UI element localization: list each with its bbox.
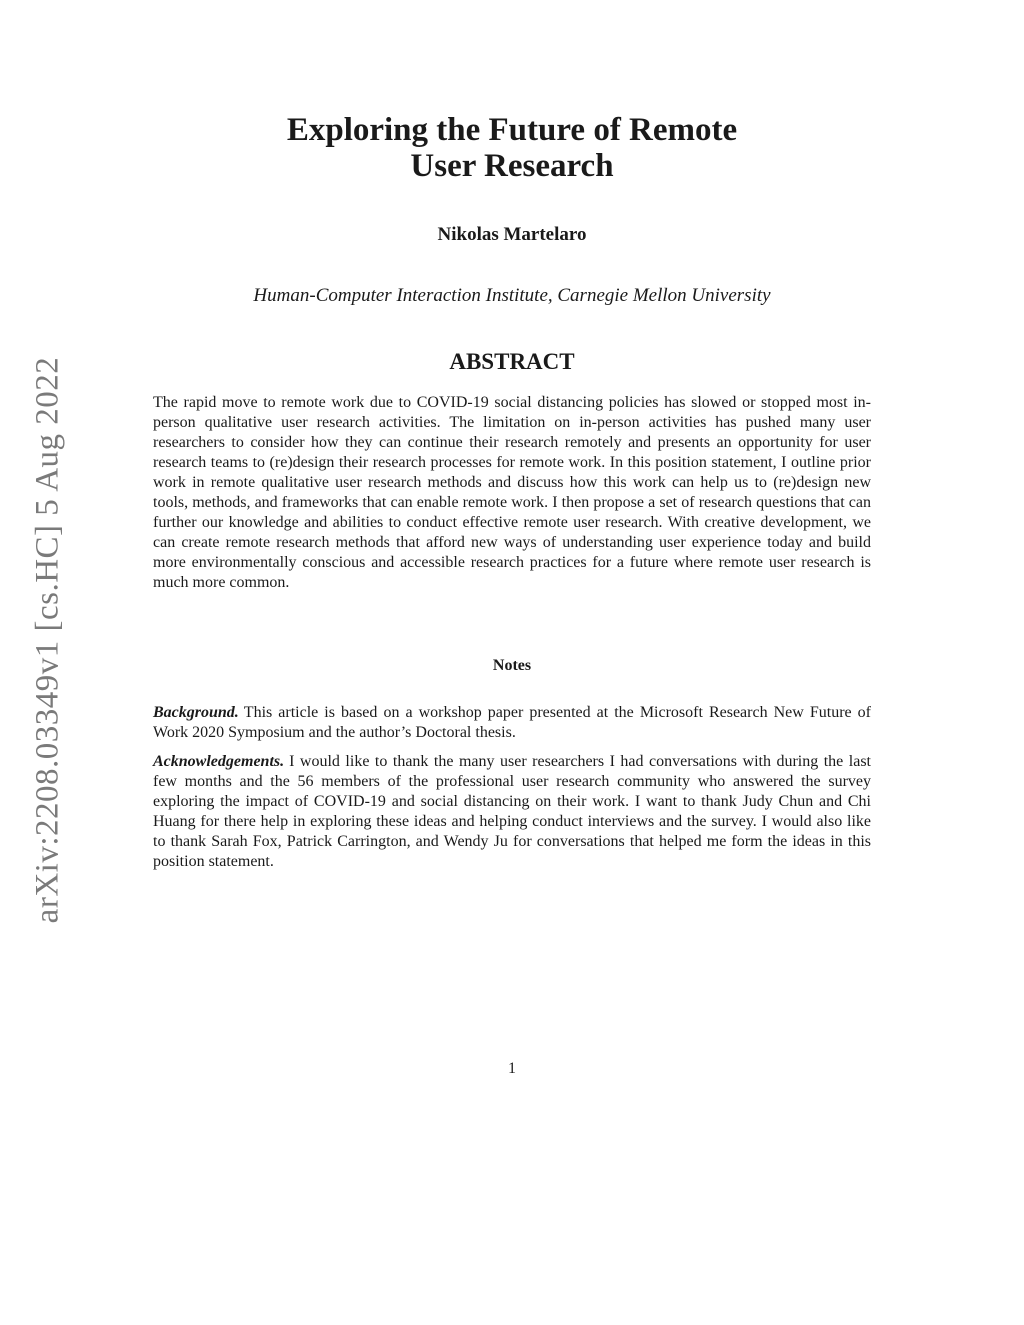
acknowledgements-note-text: I would like to thank the many user researchers I had conversations with during the last few months and the 56 members of the professional user research community who answered the survey exploring the impact of COVID-19 and social distancing on their work. I want to thank Judy Chun and Chi Huang for there help in exploring these ideas and helping conduct interviews and the survey. I would also like to thank Sarah Fox, Patrick Carrington, and Wendy Ju for conversations that helped me form the ideas in this position statement. — [153, 753, 871, 870]
background-note — [153, 703, 871, 743]
paper-title-line-1: Exploring the Future of Remote — [286, 112, 738, 148]
paper-title — [0, 112, 1024, 184]
abstract-body: The rapid move to remote work due to COVID-19 social distancing policies has slowed or stopped most in-person qualitative user research activities. The limitation on in-person activities has pushed many user researchers to consider how they can continue their research remotely and presents an opportunity for user research teams to (re)design their research processes for remote work. In this position statement, I outline prior work in remote qualitative user research methods and discuss how this work can help us to (re)design new tools, methods, and frameworks that can enable remote work. I then propose a set of research questions that can further our knowledge and abilities to conduct effective remote user research. With creative development, we can create remote research methods that afford new ways of understanding user experience today and build more environmentally conscious and accessible research practices for a future where remote user research is much more common. — [153, 394, 871, 591]
paper-title-line-2: User Research — [410, 148, 614, 184]
author-affiliation: Human-Computer Interaction Institute, Carnegie Mellon University — [253, 285, 771, 306]
page-number: 1 — [508, 1060, 516, 1077]
background-note-label: Background. — [153, 704, 239, 721]
acknowledgements-note-label: Acknowledgements. — [153, 753, 285, 770]
acknowledgements-note — [153, 752, 871, 872]
abstract-heading: ABSTRACT — [449, 349, 575, 374]
arxiv-identifier-stamp: arXiv:2208.03349v1 [cs.HC] 5 Aug 2022 — [29, 356, 66, 924]
author-name: Nikolas Martelaro — [437, 224, 587, 245]
background-note-text: This article is based on a workshop paper presented at the Microsoft Research New Future of Work 2020 Symposium and the author’s Doctoral thesis. — [153, 704, 871, 741]
notes-heading: Notes — [492, 657, 532, 674]
